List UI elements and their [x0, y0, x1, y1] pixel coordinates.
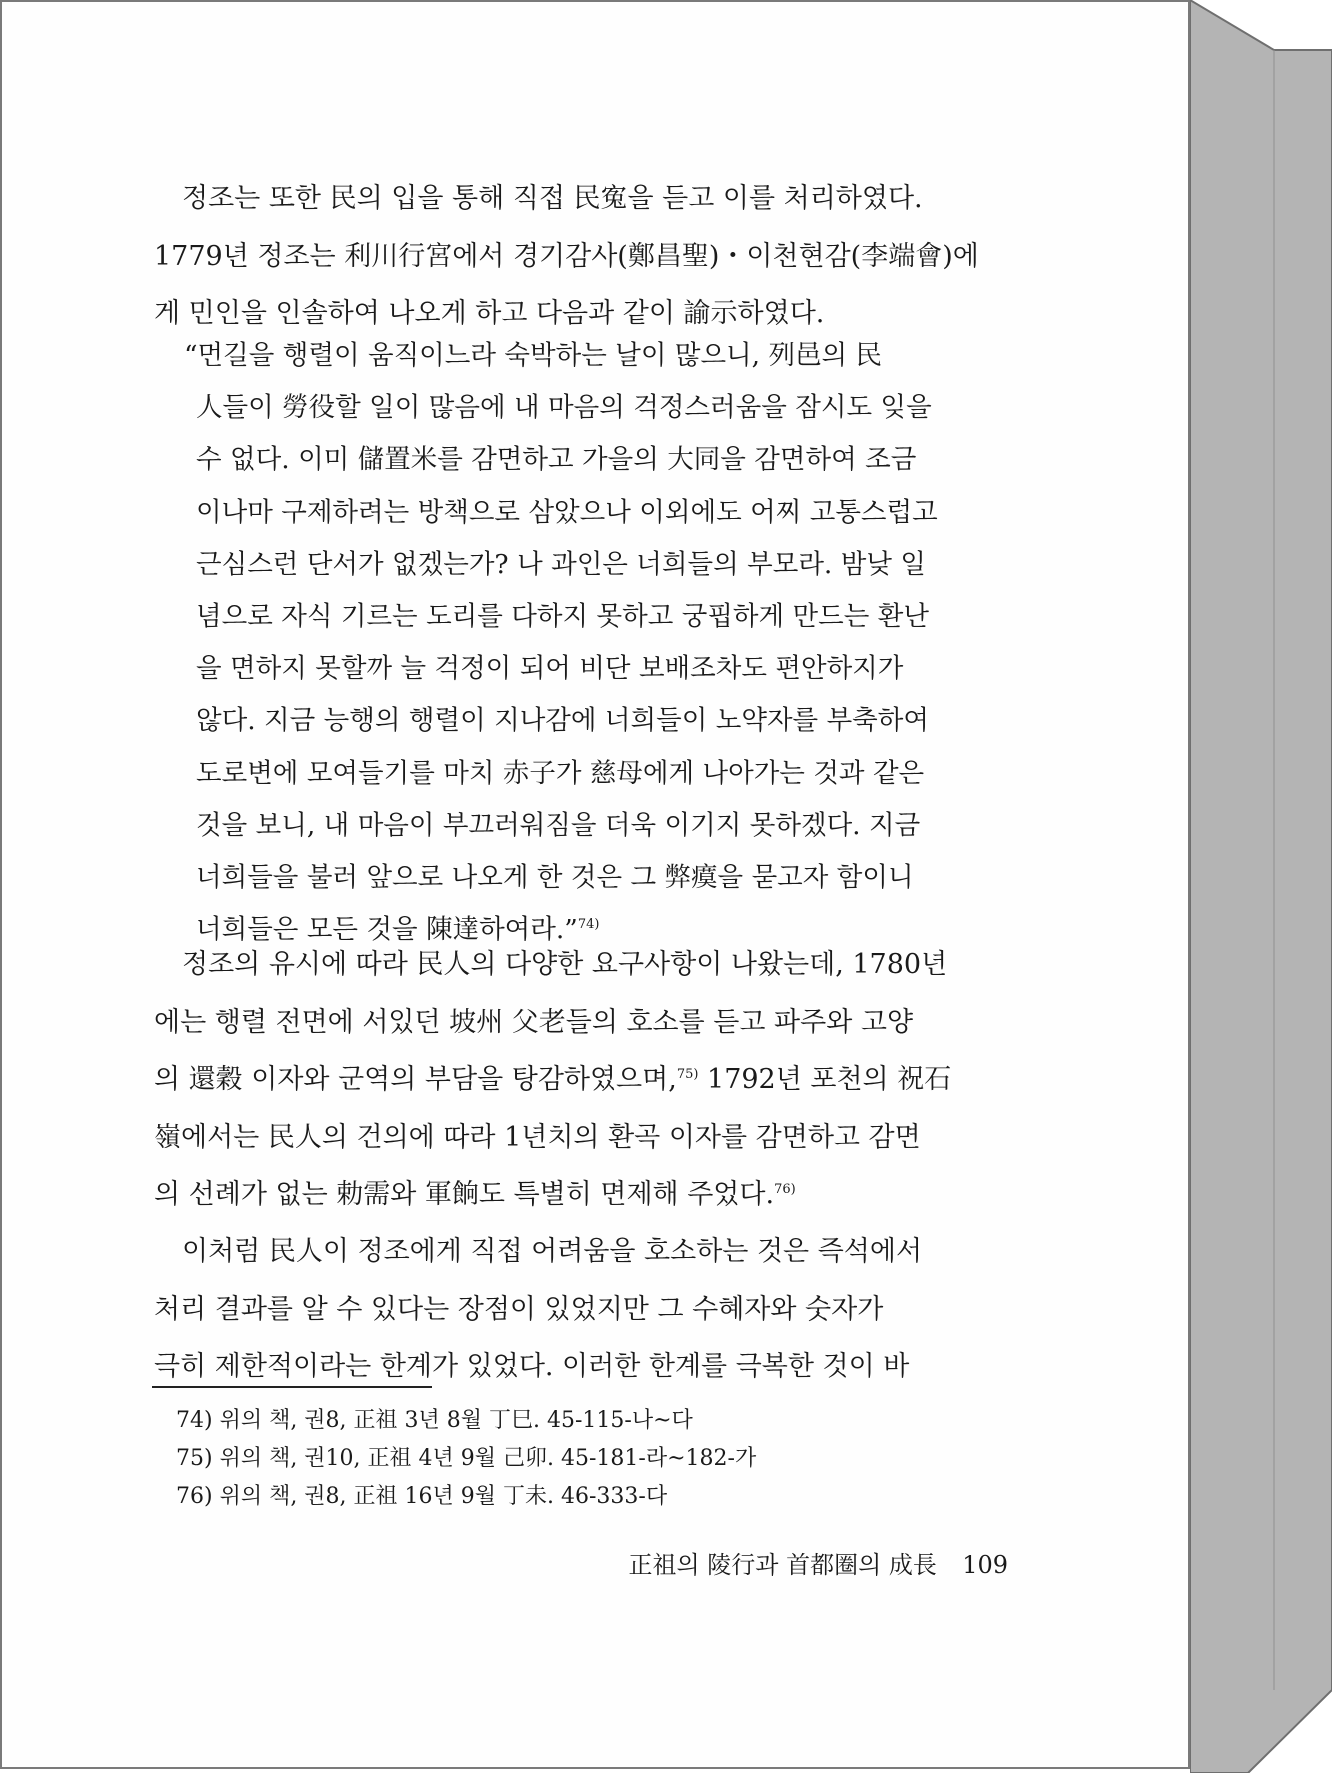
quote-line: 않다. 지금 능행의 행렬이 지나감에 너희들이 노약자를 부축하여 — [196, 705, 929, 737]
quote-line: 근심스런 단서가 없겠는가? 나 과인은 너희들의 부모라. 밤낮 일 — [196, 548, 926, 580]
quote-line: 수 없다. 이미 儲置米를 감면하고 가을의 大同을 감면하여 조금 — [196, 444, 917, 476]
paragraph-line — [154, 1051, 1009, 1109]
paragraph-line: 이처럼 民人이 정조에게 직접 어려움을 호소하는 것은 즉석에서 — [182, 1236, 923, 1267]
paragraph-text: 의 선례가 없는 勅需와 軍餉도 특별히 면제해 주었다. — [154, 1179, 775, 1210]
paragraph-line — [154, 1166, 1009, 1224]
paragraph-2 — [154, 936, 1009, 1224]
paragraph-line: 처리 결과를 알 수 있다는 장점이 있었지만 그 수혜자와 숫자가 — [154, 1293, 884, 1325]
quote-text: 너희들은 모든 것을 陳達하여라.” — [196, 914, 578, 946]
quote-line: 이나마 구제하려는 방책으로 삼았으나 이외에도 어찌 고통스럽고 — [196, 496, 938, 528]
block-quote — [184, 330, 974, 956]
quote-line: 人들이 勞役할 일이 많음에 내 마음의 걱정스러움을 잠시도 잊을 — [196, 392, 932, 424]
footnote-74: 74) 위의 책, 권8, 正祖 3년 8월 丁巳. 45-115-나~다 — [176, 1408, 693, 1433]
page-number: 109 — [962, 1551, 1008, 1579]
paragraph-text: 의 還穀 이자와 군역의 부담을 탕감하였으며, — [154, 1064, 677, 1095]
quote-line: “먼길을 행렬이 움직이느라 숙박하는 날이 많으니, 列邑의 民 — [184, 340, 883, 371]
paragraph-line: 정조는 또한 民의 입을 통해 직접 民寃을 듣고 이를 처리하였다. — [182, 183, 923, 214]
quote-line: 을 면하지 못할까 늘 걱정이 되어 비단 보배조차도 편안하지가 — [196, 653, 904, 685]
paragraph-line: 嶺에서는 民人의 건의에 따라 1년치의 환곡 이자를 감면하고 감면 — [154, 1121, 921, 1153]
quote-line: 것을 보니, 내 마음이 부끄러워짐을 더욱 이기지 못하겠다. 지금 — [196, 809, 921, 841]
paragraph-line: 극히 제한적이라는 한계가 있었다. 이러한 한계를 극복한 것이 바 — [154, 1351, 910, 1382]
running-footer — [622, 1545, 1008, 1580]
quote-line: 념으로 자식 기르는 도리를 다하지 못하고 궁핍하게 만드는 환난 — [196, 601, 929, 633]
footnote-75: 75) 위의 책, 권10, 正祖 4년 9월 己卯. 45-181-라~182-가 — [176, 1446, 757, 1471]
footnote-marker: 76) — [774, 1182, 796, 1197]
paragraph-line: 1779년 정조는 利川行宮에서 경기감사(鄭昌聖)・이천현감(李端會)에 — [154, 240, 979, 272]
paragraph-text: 1792년 포천의 祝石 — [698, 1064, 952, 1095]
quote-line: 도로변에 모여들기를 마치 赤子가 慈母에게 나아가는 것과 같은 — [196, 757, 925, 789]
book-page-edge — [1190, 0, 1332, 1773]
footnote-divider — [152, 1386, 432, 1388]
paragraph-3 — [154, 1223, 1009, 1396]
paragraph-1 — [154, 170, 1009, 343]
footnote-76: 76) 위의 책, 권8, 正祖 16년 9월 丁未. 46-333-다 — [176, 1484, 668, 1509]
paragraph-line: 에는 행렬 전면에 서있던 坡州 父老들의 호소를 듣고 파주와 고양 — [154, 1006, 914, 1038]
paragraph-line: 게 민인을 인솔하여 나오게 하고 다음과 같이 諭示하였다. — [154, 298, 825, 329]
page-edge-face — [1190, 0, 1332, 1773]
running-title: 正祖의 陵行과 首都圈의 成長 — [628, 1551, 937, 1579]
footnote-marker: 75) — [676, 1067, 699, 1082]
paragraph-line: 정조의 유시에 따라 民人의 다양한 요구사항이 나왔는데, 1780년 — [182, 949, 948, 980]
quote-line: 너희들을 불러 앞으로 나오게 한 것은 그 弊瘼을 묻고자 함이니 — [196, 862, 914, 894]
footnote-marker: 74) — [577, 917, 600, 933]
